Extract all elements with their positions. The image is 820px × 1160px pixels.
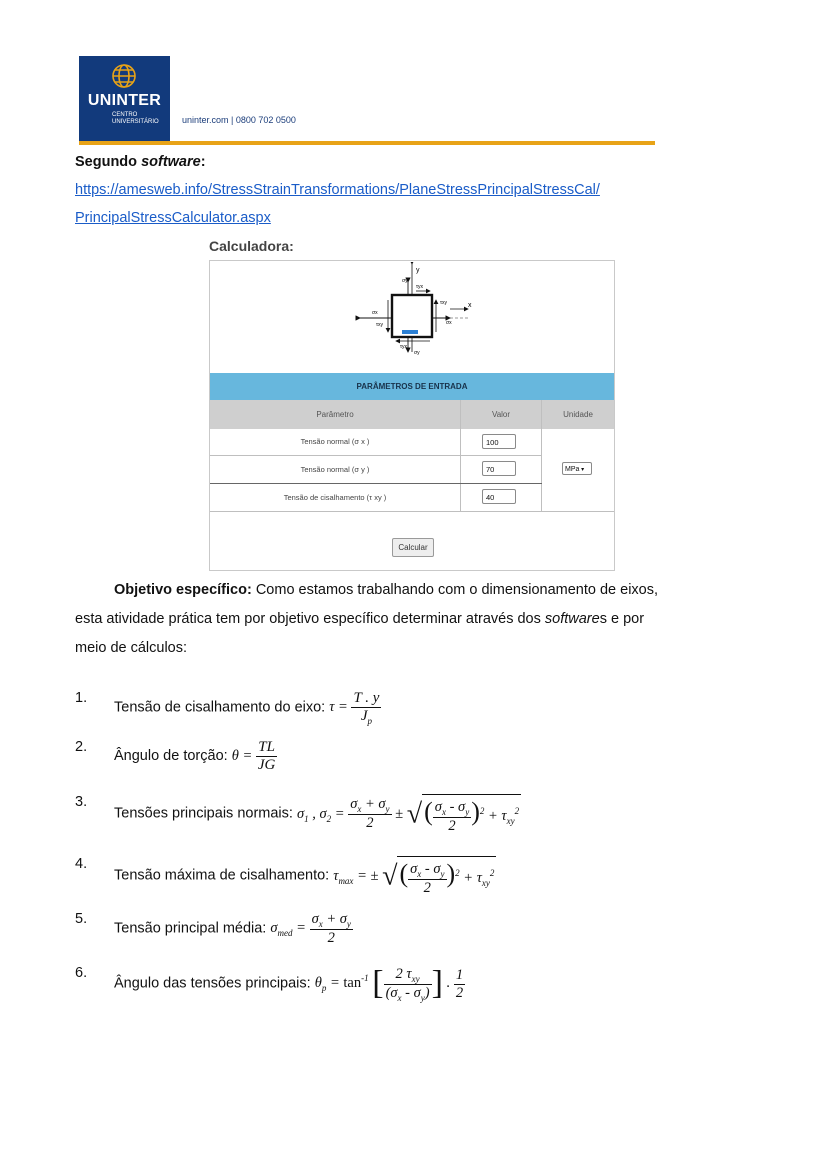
objective-line-1: Objetivo específico: Como estamos trabalhando com o dimensionamento de eixos, <box>114 582 659 598</box>
svg-text:σy: σy <box>414 350 420 356</box>
calculator-title: Calculadora: <box>209 238 294 254</box>
unit-select[interactable] <box>562 462 592 475</box>
software-link-cont[interactable]: PrincipalStressCalculator.aspx <box>75 210 271 226</box>
list-item-principal-stresses: Tensões principais normais: $\sigma_1$ , $\sigma_2$ = $\frac{\sigma_x + \sigma_y}{2}$ ± √( $\frac{\sigma_x - \sigma_y}{2}$ )$^2 + \tau_{xy}^2$ <box>114 794 521 835</box>
unit-select-value: MPa <box>565 466 580 473</box>
svg-text:σy: σy <box>402 278 408 284</box>
intro-label: Segundo software: <box>75 154 206 170</box>
svg-text:σx: σx <box>372 310 378 316</box>
logo-subtitle: CENTRO <box>112 112 138 118</box>
formula-shear: τ = $\frac{T . y}{J_p}$ <box>329 690 380 726</box>
formula-principal: $\sigma_1$ , $\sigma_2$ = $\frac{\sigma_x + \sigma_y}{2}$ ± √( $\frac{\sigma_x - \sigma_y}{2}$ )$^2 + \tau_{xy}^2$ <box>297 806 521 822</box>
svg-text:τyx: τyx <box>400 344 407 350</box>
table-divider <box>210 455 542 456</box>
contact-info: uninter.com | 0800 702 0500 <box>182 115 296 125</box>
stress-element-diagram <box>350 262 480 362</box>
list-item-principal-angle: Ângulo das tensões principais: $\theta_p = \tan^{-1}$ [ $\frac{2 \tau_{xy}}{(\sigma_x - \sigma_y)}$ ] . $\frac{1}{2}$ <box>114 965 464 1003</box>
col-header-parametro: Parâmetro <box>316 410 354 419</box>
header-divider <box>79 141 655 145</box>
objective-line-3: meio de cálculos: <box>75 640 188 656</box>
chevron-down-icon: ▾ <box>579 467 585 473</box>
param-label-sigma-x: Tensão normal (σ x ) <box>300 437 370 446</box>
input-params-header: PARÂMETROS DE ENTRADA <box>210 373 614 400</box>
software-link[interactable]: https://amesweb.info/StressStrainTransformations/PlaneStressPrincipalStressCal/ <box>75 182 600 198</box>
svg-text:τxy: τxy <box>376 322 383 328</box>
svg-text:σx: σx <box>446 320 452 326</box>
svg-text:τxy: τxy <box>440 300 447 306</box>
list-item-max-shear: Tensão máxima de cisalhamento: $\tau_{max}$ = ± √( $\frac{\sigma_x - \sigma_y}{2}$ )$^2 + \tau_{xy}^2$ <box>114 856 496 897</box>
table-divider <box>460 400 461 512</box>
y-axis-label: y <box>416 267 420 274</box>
formula-twist: θ = $\frac{TL}{JG}$ <box>231 739 276 773</box>
list-number: 1. <box>75 690 88 706</box>
param-label-sigma-y: Tensão normal (σ y ) <box>300 465 370 474</box>
list-number: 4. <box>75 856 88 872</box>
objective-line-2: esta atividade prática tem por objetivo específico determinar através dos softwares e por <box>75 611 645 627</box>
list-item-mean-stress: Tensão principal média: $\sigma_{med}$ = $\frac{\sigma_x + \sigma_y}{2}$ <box>114 911 351 946</box>
list-item-twist-angle: Ângulo de torção: θ = $\frac{TL}{JG}$ <box>114 739 276 773</box>
table-divider <box>210 511 614 512</box>
svg-text:τyx: τyx <box>416 284 423 290</box>
col-header-unidade: Unidade <box>563 410 593 419</box>
table-divider <box>541 400 542 512</box>
param-label-tau-xy: Tensão de cisalhamento (τ xy ) <box>283 493 387 502</box>
formula-principal-angle: $\theta_p = \tan^{-1}$ [ $\frac{2 \tau_{xy}}{(\sigma_x - \sigma_y)}$ ] . $\frac{1}{2}$ <box>314 965 464 1003</box>
col-header-valor: Valor <box>491 410 511 419</box>
x-axis-label: x <box>468 302 472 309</box>
formula-max-shear: $\tau_{max}$ = ± √( $\frac{\sigma_x - \sigma_y}{2}$ )$^2 + \tau_{xy}^2$ <box>333 868 496 884</box>
list-number: 5. <box>75 911 88 927</box>
list-item-shear-stress: Tensão de cisalhamento do eixo: τ = $\frac{T . y}{J_p}$ <box>114 690 380 726</box>
list-number: 6. <box>75 965 88 981</box>
logo-title: UNINTER <box>87 92 162 109</box>
tau-xy-input[interactable]: 40 <box>482 489 516 504</box>
formula-mean-stress: $\sigma_{med}$ = $\frac{\sigma_x + \sigma_y}{2}$ <box>270 911 351 946</box>
sigma-x-input[interactable]: 100 <box>482 434 516 449</box>
sigma-y-input[interactable]: 70 <box>482 461 516 476</box>
logo-subtitle: UNIVERSITÁRIO <box>112 119 159 125</box>
list-number: 3. <box>75 794 88 810</box>
table-divider <box>210 483 542 484</box>
calculate-button[interactable]: Calcular <box>392 538 434 557</box>
list-number: 2. <box>75 739 88 755</box>
